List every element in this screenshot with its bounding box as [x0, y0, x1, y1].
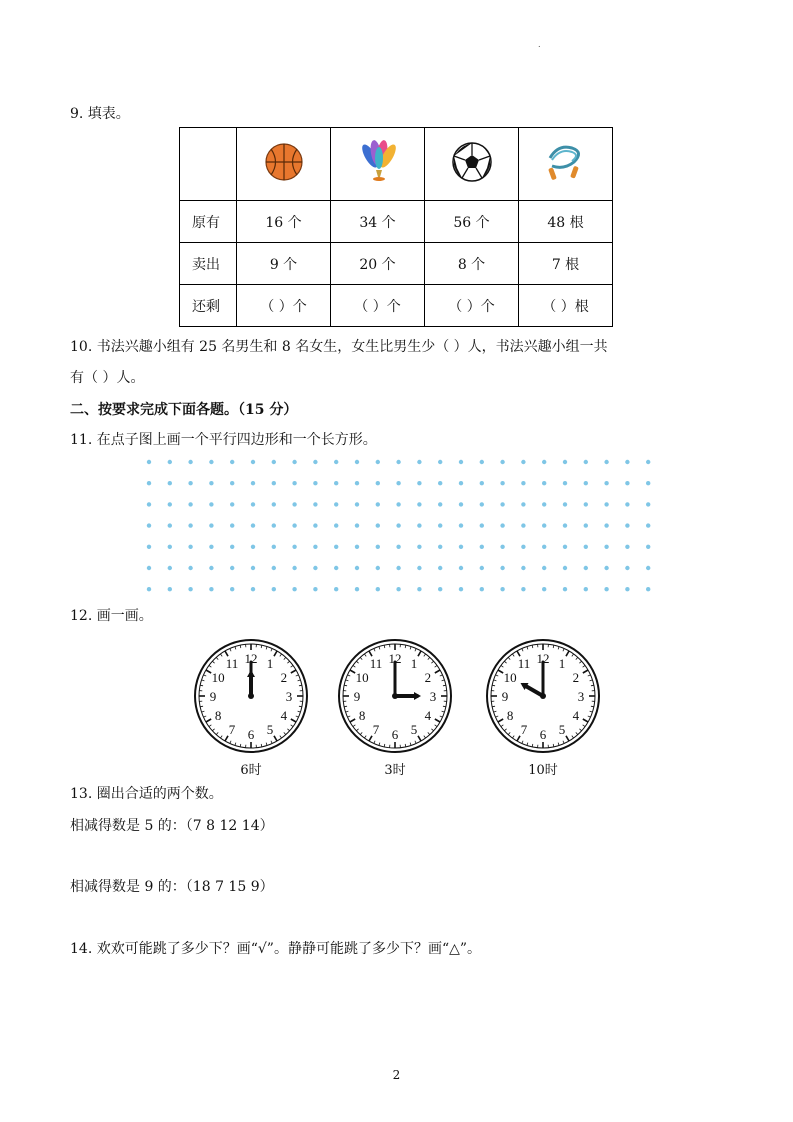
- clock-numeral: 7: [520, 721, 528, 737]
- grid-dot[interactable]: [625, 587, 629, 591]
- grid-dot[interactable]: [500, 460, 504, 464]
- grid-dot[interactable]: [376, 523, 380, 527]
- table-cell: 8 个: [425, 243, 519, 285]
- grid-dot[interactable]: [584, 587, 588, 591]
- table-cell: 20 个: [331, 243, 425, 285]
- grid-dot[interactable]: [646, 523, 650, 527]
- grid-dot[interactable]: [521, 502, 525, 506]
- grid-dot[interactable]: [584, 481, 588, 485]
- grid-dot[interactable]: [209, 460, 213, 464]
- grid-dot[interactable]: [209, 545, 213, 549]
- clock-numeral: 11: [517, 656, 531, 672]
- grid-dot[interactable]: [521, 481, 525, 485]
- grid-dot[interactable]: [438, 566, 442, 570]
- q10-line2: 有（ ）人。: [70, 370, 145, 386]
- clock-numeral: 3: [285, 689, 293, 704]
- grid-dot[interactable]: [272, 481, 276, 485]
- clock-numeral: 1: [558, 656, 566, 672]
- clock-numeral: 8: [214, 708, 222, 723]
- clock-face[interactable]: [336, 637, 454, 755]
- grid-dot[interactable]: [188, 587, 192, 591]
- grid-dot[interactable]: [438, 545, 442, 549]
- grid-dot[interactable]: [376, 566, 380, 570]
- grid-dot[interactable]: [209, 481, 213, 485]
- row-label: 还剩: [180, 285, 237, 327]
- grid-dot[interactable]: [251, 460, 255, 464]
- q14-title: 14. 欢欢可能跳了多少下？画“√”。静静可能跳了多少下？画“△”。: [70, 941, 482, 957]
- clock-caption: 6时: [240, 763, 262, 778]
- table-cell: 48 根: [519, 201, 613, 243]
- grid-dot[interactable]: [230, 545, 234, 549]
- grid-dot[interactable]: [168, 545, 172, 549]
- grid-dot[interactable]: [251, 481, 255, 485]
- table-cell: 34 个: [331, 201, 425, 243]
- grid-dot[interactable]: [480, 587, 484, 591]
- grid-dot[interactable]: [272, 460, 276, 464]
- grid-dot[interactable]: [313, 587, 317, 591]
- grid-dot[interactable]: [417, 502, 421, 506]
- grid-dot[interactable]: [625, 481, 629, 485]
- grid-dot[interactable]: [292, 523, 296, 527]
- grid-dot[interactable]: [147, 502, 151, 506]
- grid-dot[interactable]: [542, 502, 546, 506]
- grid-dot[interactable]: [646, 587, 650, 591]
- grid-dot[interactable]: [168, 502, 172, 506]
- grid-dot[interactable]: [334, 545, 338, 549]
- grid-dot[interactable]: [417, 566, 421, 570]
- table-cell: 7 根: [519, 243, 613, 285]
- clock-numeral: 12: [388, 651, 402, 666]
- grid-dot[interactable]: [604, 523, 608, 527]
- grid-dot[interactable]: [376, 502, 380, 506]
- grid-dot[interactable]: [168, 587, 172, 591]
- grid-dot[interactable]: [188, 502, 192, 506]
- clock-numeral: 8: [506, 708, 514, 723]
- clock-face[interactable]: [484, 637, 602, 755]
- table-row: [180, 285, 613, 327]
- grid-dot[interactable]: [376, 545, 380, 549]
- clock-numeral: 2: [424, 670, 432, 685]
- clock-numeral: 7: [228, 721, 236, 737]
- grid-dot[interactable]: [604, 566, 608, 570]
- clock-caption: 3时: [384, 763, 406, 778]
- grid-dot[interactable]: [646, 566, 650, 570]
- table-header-cell: [519, 128, 613, 201]
- grid-dot[interactable]: [292, 502, 296, 506]
- grid-dot[interactable]: [209, 566, 213, 570]
- grid-dot[interactable]: [500, 502, 504, 506]
- grid-dot[interactable]: [334, 587, 338, 591]
- grid-dot[interactable]: [396, 587, 400, 591]
- table-corner-cell: [180, 128, 237, 201]
- grid-dot[interactable]: [230, 502, 234, 506]
- grid-dot[interactable]: [251, 566, 255, 570]
- clock-numeral: 12: [536, 651, 550, 666]
- grid-dot[interactable]: [168, 481, 172, 485]
- grid-dot[interactable]: [188, 523, 192, 527]
- grid-dot[interactable]: [334, 460, 338, 464]
- grid-dot[interactable]: [230, 460, 234, 464]
- clock-numeral: 9: [353, 689, 361, 704]
- grid-dot[interactable]: [168, 523, 172, 527]
- grid-dot[interactable]: [417, 587, 421, 591]
- grid-dot[interactable]: [168, 566, 172, 570]
- grid-dot[interactable]: [563, 502, 567, 506]
- page-number: 2: [392, 1068, 401, 1082]
- clock-numeral: 11: [369, 656, 383, 672]
- page-mark: .: [538, 40, 541, 49]
- q11-title: 11. 在点子图上画一个平行四边形和一个长方形。: [70, 432, 377, 448]
- grid-dot[interactable]: [500, 566, 504, 570]
- grid-dot[interactable]: [521, 566, 525, 570]
- grid-dot[interactable]: [230, 481, 234, 485]
- grid-dot[interactable]: [168, 460, 172, 464]
- grid-dot[interactable]: [396, 545, 400, 549]
- row-label: 卖出: [180, 243, 237, 285]
- grid-dot[interactable]: [563, 545, 567, 549]
- table-row: [180, 201, 613, 243]
- grid-dot[interactable]: [563, 460, 567, 464]
- grid-dot[interactable]: [272, 523, 276, 527]
- grid-dot[interactable]: [604, 545, 608, 549]
- grid-dot[interactable]: [563, 523, 567, 527]
- grid-dot[interactable]: [272, 545, 276, 549]
- clock-numeral: 10: [503, 670, 517, 685]
- grid-dot[interactable]: [251, 502, 255, 506]
- grid-dot[interactable]: [313, 481, 317, 485]
- grid-dot[interactable]: [521, 523, 525, 527]
- clock-numeral: 4: [424, 708, 432, 723]
- table-header-cell: [425, 128, 519, 201]
- clock-numeral: 2: [572, 670, 580, 685]
- grid-dot[interactable]: [438, 481, 442, 485]
- grid-dot[interactable]: [584, 566, 588, 570]
- grid-dot[interactable]: [459, 566, 463, 570]
- grid-dot[interactable]: [521, 587, 525, 591]
- grid-dot[interactable]: [438, 587, 442, 591]
- grid-dot[interactable]: [625, 502, 629, 506]
- clock-center-pin: [392, 693, 398, 699]
- grid-dot[interactable]: [272, 587, 276, 591]
- clock-numeral: 6: [391, 727, 399, 742]
- clock-numeral: 1: [266, 656, 274, 672]
- grid-dot[interactable]: [147, 481, 151, 485]
- grid-dot[interactable]: [438, 523, 442, 527]
- soccer-ball-icon: [451, 141, 493, 183]
- grid-dot[interactable]: [355, 502, 359, 506]
- grid-dot[interactable]: [230, 587, 234, 591]
- answer-blank-cell[interactable]: （ ）个: [237, 285, 331, 327]
- basketball-icon: [264, 142, 304, 182]
- grid-dot[interactable]: [459, 545, 463, 549]
- grid-dot[interactable]: [209, 502, 213, 506]
- grid-dot[interactable]: [147, 545, 151, 549]
- grid-dot[interactable]: [334, 481, 338, 485]
- grid-dot[interactable]: [272, 502, 276, 506]
- grid-dot[interactable]: [542, 481, 546, 485]
- grid-dot[interactable]: [417, 545, 421, 549]
- clock-numeral: 2: [280, 670, 288, 685]
- clock-10: [482, 637, 604, 778]
- grid-dot[interactable]: [355, 566, 359, 570]
- grid-dot[interactable]: [584, 460, 588, 464]
- grid-dot[interactable]: [209, 523, 213, 527]
- table-cell: 16 个: [237, 201, 331, 243]
- grid-dot[interactable]: [542, 523, 546, 527]
- grid-dot[interactable]: [355, 460, 359, 464]
- grid-dot[interactable]: [188, 566, 192, 570]
- grid-dot[interactable]: [209, 587, 213, 591]
- row-label: 原有: [180, 201, 237, 243]
- clock-numeral: 11: [225, 656, 239, 672]
- clock-numeral: 7: [372, 721, 380, 737]
- grid-dot[interactable]: [646, 545, 650, 549]
- grid-dot[interactable]: [500, 545, 504, 549]
- grid-dot[interactable]: [459, 502, 463, 506]
- clock-numeral: 5: [558, 721, 566, 737]
- clock-numeral: 12: [244, 651, 258, 666]
- clock-numeral: 6: [539, 727, 547, 742]
- grid-dot[interactable]: [292, 481, 296, 485]
- grid-dot[interactable]: [292, 460, 296, 464]
- grid-dot[interactable]: [604, 587, 608, 591]
- clock-numeral: 3: [577, 689, 585, 704]
- grid-dot[interactable]: [417, 523, 421, 527]
- clock-numeral: 4: [572, 708, 580, 723]
- grid-dot[interactable]: [542, 566, 546, 570]
- q13-line1[interactable]: 相减得数是 5 的：（7 8 12 14）: [70, 818, 274, 834]
- grid-dot[interactable]: [646, 502, 650, 506]
- grid-dot[interactable]: [521, 460, 525, 464]
- grid-dot[interactable]: [147, 566, 151, 570]
- grid-dot[interactable]: [292, 566, 296, 570]
- grid-dot[interactable]: [147, 523, 151, 527]
- clock-numeral: 9: [501, 689, 509, 704]
- grid-dot[interactable]: [563, 481, 567, 485]
- q12-title: 12. 画一画。: [70, 608, 153, 624]
- table-cell: 9 个: [237, 243, 331, 285]
- grid-dot[interactable]: [188, 481, 192, 485]
- grid-dot[interactable]: [417, 460, 421, 464]
- grid-dot[interactable]: [376, 460, 380, 464]
- clock-numeral: 8: [358, 708, 366, 723]
- grid-dot[interactable]: [584, 502, 588, 506]
- grid-dot[interactable]: [396, 566, 400, 570]
- grid-dot[interactable]: [459, 523, 463, 527]
- grid-dot[interactable]: [396, 460, 400, 464]
- q13-title: 13. 圈出合适的两个数。: [70, 786, 223, 802]
- grid-dot[interactable]: [625, 523, 629, 527]
- clock-6: [190, 637, 312, 778]
- grid-dot[interactable]: [251, 545, 255, 549]
- grid-dot[interactable]: [313, 502, 317, 506]
- grid-dot[interactable]: [272, 566, 276, 570]
- grid-dot[interactable]: [438, 460, 442, 464]
- grid-dot[interactable]: [646, 481, 650, 485]
- grid-dot[interactable]: [604, 502, 608, 506]
- grid-dot[interactable]: [563, 587, 567, 591]
- grid-dot[interactable]: [500, 481, 504, 485]
- clock-numeral: 3: [429, 689, 437, 704]
- grid-dot[interactable]: [355, 481, 359, 485]
- grid-dot[interactable]: [188, 545, 192, 549]
- grid-dot[interactable]: [355, 523, 359, 527]
- grid-dot[interactable]: [459, 481, 463, 485]
- grid-dot[interactable]: [188, 460, 192, 464]
- grid-dot[interactable]: [584, 545, 588, 549]
- grid-dot[interactable]: [480, 566, 484, 570]
- grid-dot[interactable]: [625, 460, 629, 464]
- grid-dot[interactable]: [147, 587, 151, 591]
- clock-numeral: 4: [280, 708, 288, 723]
- answer-blank-cell[interactable]: （ ）根: [519, 285, 613, 327]
- grid-dot[interactable]: [230, 566, 234, 570]
- grid-dot[interactable]: [604, 460, 608, 464]
- grid-dot[interactable]: [500, 587, 504, 591]
- grid-dot[interactable]: [396, 481, 400, 485]
- table-header-cell: [331, 128, 425, 201]
- clock-numeral: 5: [410, 721, 418, 737]
- grid-dot[interactable]: [480, 502, 484, 506]
- grid-dot[interactable]: [355, 545, 359, 549]
- grid-dot[interactable]: [459, 587, 463, 591]
- grid-dot[interactable]: [147, 460, 151, 464]
- answer-blank-cell[interactable]: （ ）个: [425, 285, 519, 327]
- grid-dot[interactable]: [292, 545, 296, 549]
- clock-numeral: 5: [266, 721, 274, 737]
- grid-dot[interactable]: [292, 587, 296, 591]
- jump-rope-icon: [544, 140, 588, 184]
- clock-center-pin: [248, 693, 254, 699]
- grid-dot[interactable]: [438, 502, 442, 506]
- q10-line1: 10. 书法兴趣小组有 25 名男生和 8 名女生，女生比男生少（ ）人，书法兴趣小组一共: [70, 339, 608, 355]
- dot-grid[interactable]: [146, 459, 656, 595]
- grid-dot[interactable]: [313, 460, 317, 464]
- grid-dot[interactable]: [604, 481, 608, 485]
- table-header-row: [180, 128, 613, 201]
- grid-dot[interactable]: [417, 481, 421, 485]
- grid-dot[interactable]: [334, 523, 338, 527]
- clock-group: [190, 637, 610, 777]
- clock-numeral: 10: [211, 670, 225, 685]
- grid-dot[interactable]: [563, 566, 567, 570]
- grid-dot[interactable]: [459, 460, 463, 464]
- grid-dot[interactable]: [376, 587, 380, 591]
- table-cell: 56 个: [425, 201, 519, 243]
- grid-dot[interactable]: [230, 523, 234, 527]
- q9-title: 9. 填表。: [70, 106, 130, 122]
- grid-dot[interactable]: [542, 460, 546, 464]
- clock-numeral: 6: [247, 727, 255, 742]
- grid-dot[interactable]: [355, 587, 359, 591]
- grid-dot[interactable]: [521, 545, 525, 549]
- answer-blank-cell[interactable]: （ ）个: [331, 285, 425, 327]
- clock-center-pin: [540, 693, 546, 699]
- grid-dot[interactable]: [334, 502, 338, 506]
- clock-face[interactable]: [192, 637, 310, 755]
- feather-shuttlecock-icon: [356, 140, 400, 184]
- grid-dot[interactable]: [480, 460, 484, 464]
- grid-dot[interactable]: [542, 587, 546, 591]
- clock-numeral: 9: [209, 689, 217, 704]
- grid-dot[interactable]: [500, 523, 504, 527]
- grid-dot[interactable]: [376, 481, 380, 485]
- grid-dot[interactable]: [480, 545, 484, 549]
- grid-dot[interactable]: [396, 502, 400, 506]
- grid-dot[interactable]: [646, 460, 650, 464]
- grid-dot[interactable]: [480, 481, 484, 485]
- grid-dot[interactable]: [625, 545, 629, 549]
- table-header-cell: [237, 128, 331, 201]
- clock-numeral: 1: [410, 656, 418, 672]
- grid-dot[interactable]: [334, 566, 338, 570]
- grid-dot[interactable]: [313, 545, 317, 549]
- grid-dot[interactable]: [251, 523, 255, 527]
- grid-dot[interactable]: [313, 566, 317, 570]
- q13-line2[interactable]: 相减得数是 9 的：（18 7 15 9）: [70, 879, 274, 895]
- clock-3: [334, 637, 456, 778]
- grid-dot[interactable]: [480, 523, 484, 527]
- section-2-title: 二、按要求完成下面各题。（15 分）: [70, 402, 298, 418]
- grid-dot[interactable]: [542, 545, 546, 549]
- clock-numeral: 10: [355, 670, 369, 685]
- grid-dot[interactable]: [313, 523, 317, 527]
- table-row: [180, 243, 613, 285]
- grid-dot[interactable]: [625, 566, 629, 570]
- clock-caption: 10时: [528, 763, 558, 778]
- grid-dot[interactable]: [251, 587, 255, 591]
- grid-dot[interactable]: [396, 523, 400, 527]
- grid-dot[interactable]: [584, 523, 588, 527]
- fill-table: [179, 127, 613, 327]
